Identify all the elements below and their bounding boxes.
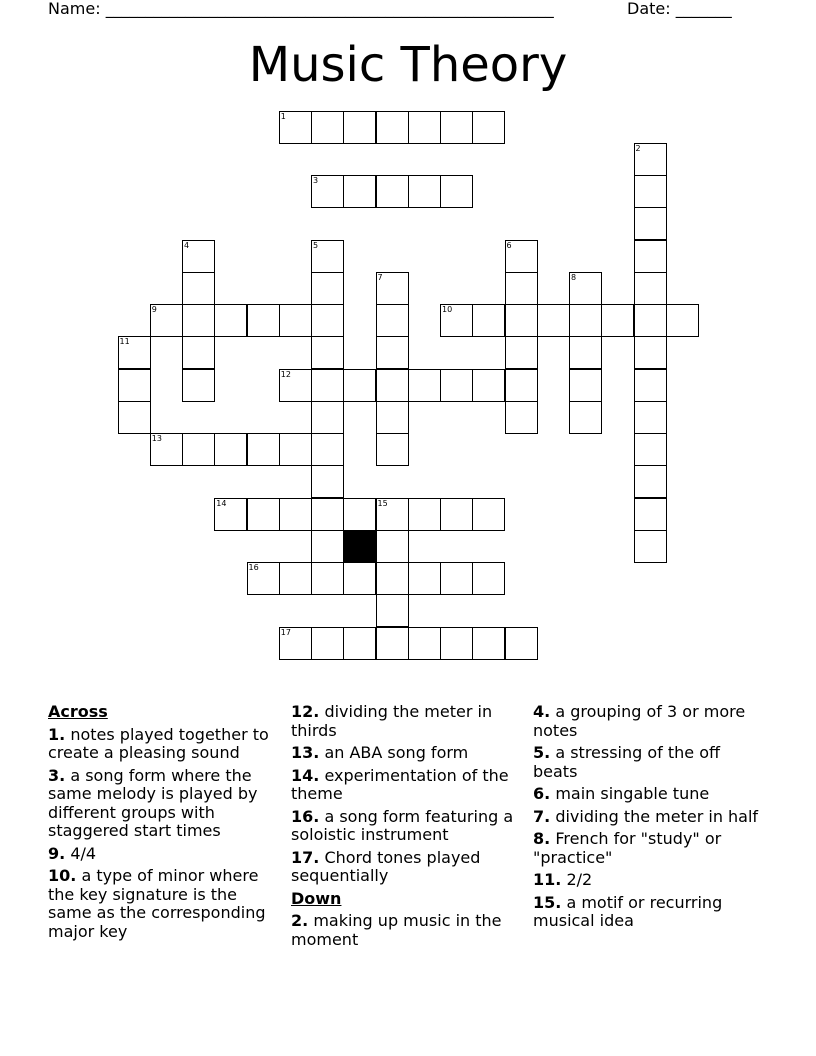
grid-cell[interactable] xyxy=(376,433,409,466)
grid-cell[interactable] xyxy=(472,627,505,660)
grid-cell[interactable] xyxy=(440,369,473,402)
grid-cell[interactable] xyxy=(279,562,312,595)
grid-cell[interactable] xyxy=(440,498,473,531)
grid-cell[interactable] xyxy=(472,304,505,337)
grid-cell[interactable] xyxy=(505,369,538,402)
clue-across-14: 14. experimentation of the theme xyxy=(291,765,509,803)
grid-cell[interactable] xyxy=(343,498,376,531)
grid-cell[interactable] xyxy=(279,304,312,337)
grid-cell[interactable] xyxy=(569,336,602,369)
grid-cell[interactable] xyxy=(376,272,409,305)
grid-cell[interactable] xyxy=(472,369,505,402)
clue-down-8: 8. French for "study" or "practice" xyxy=(533,829,722,867)
clue-down-5: 5. a stressing of the off beats xyxy=(533,743,721,781)
grid-cell[interactable] xyxy=(505,240,538,273)
grid-cell[interactable] xyxy=(150,433,183,466)
clue-across-10: 10. a type of minor where the key signature is the same as the corresponding major key xyxy=(48,866,266,941)
clue-number: 17 xyxy=(280,627,291,637)
grid-cell[interactable] xyxy=(214,498,247,531)
grid-cell[interactable] xyxy=(279,627,312,660)
grid-cell[interactable] xyxy=(634,336,667,369)
grid-cell[interactable] xyxy=(505,627,538,660)
grid-cell[interactable] xyxy=(408,627,441,660)
clue-down-6: 6. main singable tune xyxy=(533,784,710,803)
date-label: Date: xyxy=(627,0,671,18)
grid-cell[interactable] xyxy=(505,336,538,369)
grid-cell[interactable] xyxy=(311,111,344,144)
clue-number: 9 xyxy=(151,305,157,314)
grid-cell[interactable] xyxy=(376,401,409,434)
page-title: Music Theory xyxy=(248,37,568,93)
grid-cell[interactable] xyxy=(505,401,538,434)
clue-number: 14 xyxy=(216,498,227,508)
grid-cell[interactable] xyxy=(343,562,376,595)
grid-cell[interactable] xyxy=(311,627,344,660)
clue-number: 3 xyxy=(313,176,319,185)
grid-cell[interactable] xyxy=(376,111,409,144)
grid-cell[interactable] xyxy=(118,336,151,369)
name-line: ________________________________________________________ xyxy=(105,0,554,18)
grid-cell[interactable] xyxy=(376,369,409,402)
grid-cell[interactable] xyxy=(634,175,667,208)
grid-cell[interactable] xyxy=(472,111,505,144)
grid-cell[interactable] xyxy=(376,594,409,627)
grid-cell[interactable] xyxy=(311,336,344,369)
grid-cell[interactable] xyxy=(634,207,667,240)
clue-down-2: 2. making up music in the moment xyxy=(291,911,502,949)
grid-cell[interactable] xyxy=(408,369,441,402)
grid-cell[interactable] xyxy=(569,304,602,337)
grid-cell[interactable] xyxy=(376,304,409,337)
clue-number: 13 xyxy=(151,434,162,443)
grid-cell[interactable] xyxy=(376,562,409,595)
clue-number: 15 xyxy=(377,498,388,508)
grid-cell[interactable] xyxy=(569,272,602,305)
grid-cell[interactable] xyxy=(634,465,667,498)
clue-across-9: 9. 4/4 xyxy=(48,843,97,863)
grid-cell[interactable] xyxy=(634,530,667,563)
grid-cell[interactable] xyxy=(537,304,570,337)
clue-number: 7 xyxy=(377,272,383,282)
grid-cell[interactable] xyxy=(601,304,634,337)
grid-cell[interactable] xyxy=(505,304,538,337)
grid-cell[interactable] xyxy=(634,433,667,466)
grid-cell[interactable] xyxy=(440,562,473,595)
clue-number: 1 xyxy=(280,111,286,121)
grid-cell[interactable] xyxy=(311,562,344,595)
grid-cell[interactable] xyxy=(118,369,151,402)
clues-column-1 xyxy=(48,703,283,945)
name-label: Name: xyxy=(48,0,101,18)
grid-cell[interactable] xyxy=(440,304,473,337)
clue-down-7: 7. dividing the meter in half xyxy=(533,806,759,826)
grid-cell[interactable] xyxy=(279,111,312,144)
clue-across-1: 1. notes played together to create a pleasing sound xyxy=(48,724,269,762)
grid-cell[interactable] xyxy=(634,498,667,531)
clue-down-4: 4. a grouping of 3 or more notes xyxy=(533,702,746,740)
grid-cell[interactable] xyxy=(182,369,215,402)
grid-cell[interactable] xyxy=(311,304,344,337)
grid-cell[interactable] xyxy=(343,111,376,144)
grid-cell[interactable] xyxy=(311,530,344,563)
grid-cell[interactable] xyxy=(343,627,376,660)
grid-cell[interactable] xyxy=(311,465,344,498)
grid-cell[interactable] xyxy=(279,498,312,531)
clue-down-15: 15. a motif or recurring musical idea xyxy=(533,892,723,930)
clue-across-16: 16. a song form featuring a soloistic instrument xyxy=(291,806,514,844)
grid-cell[interactable] xyxy=(182,272,215,305)
grid-cell[interactable] xyxy=(634,369,667,402)
grid-cell[interactable] xyxy=(376,627,409,660)
grid-cell[interactable] xyxy=(569,369,602,402)
clue-across-13: 13. an ABA song form xyxy=(291,743,469,762)
grid-cell[interactable] xyxy=(118,401,151,434)
grid-cell[interactable] xyxy=(279,369,312,402)
grid-cell[interactable] xyxy=(311,175,344,208)
grid-cell[interactable] xyxy=(279,433,312,466)
grid-cell[interactable] xyxy=(311,401,344,434)
clue-across-3: 3. a song form where the same melody is played by different groups with staggered start times xyxy=(48,765,258,840)
grid-cell[interactable] xyxy=(634,143,667,176)
grid-cell[interactable] xyxy=(408,498,441,531)
clue-number: 12 xyxy=(280,369,291,379)
grid-cell[interactable] xyxy=(247,498,280,531)
grid-cell[interactable] xyxy=(440,627,473,660)
grid-cell[interactable] xyxy=(376,498,409,531)
clue-down-11: 11. 2/2 xyxy=(533,870,593,889)
clue-across-12: 12. dividing the meter in thirds xyxy=(291,702,493,740)
clue-number: 11 xyxy=(119,337,130,347)
grid-cell[interactable] xyxy=(472,498,505,531)
grid-cell[interactable] xyxy=(311,240,344,273)
grid-cell[interactable] xyxy=(440,175,473,208)
grid-cell[interactable] xyxy=(408,111,441,144)
grid-cell[interactable] xyxy=(666,304,699,337)
clue-number: 10 xyxy=(442,305,453,314)
clue-number: 5 xyxy=(313,240,319,250)
grid-cell[interactable] xyxy=(408,562,441,595)
grid-cell[interactable] xyxy=(182,304,215,337)
date-line: _______ xyxy=(675,0,732,18)
grid-cell[interactable] xyxy=(376,530,409,563)
grid-cell[interactable] xyxy=(408,175,441,208)
grid-cell[interactable] xyxy=(182,336,215,369)
clue-number: 8 xyxy=(571,272,577,282)
grid-cell[interactable] xyxy=(214,433,247,466)
grid-cell[interactable] xyxy=(311,272,344,305)
grid-cell[interactable] xyxy=(634,272,667,305)
clue-number: 6 xyxy=(506,240,512,250)
grid-cell[interactable] xyxy=(376,336,409,369)
grid-cell[interactable] xyxy=(214,304,247,337)
grid-cell[interactable] xyxy=(440,111,473,144)
grid-cell[interactable] xyxy=(343,369,376,402)
grid-cell[interactable] xyxy=(343,175,376,208)
grid-cell[interactable] xyxy=(634,240,667,273)
clue-number: 2 xyxy=(635,143,641,153)
across-heading: Across xyxy=(48,702,108,721)
grid-cell[interactable] xyxy=(247,433,280,466)
grid-cell[interactable] xyxy=(376,175,409,208)
grid-cell[interactable] xyxy=(247,304,280,337)
clue-number: 16 xyxy=(248,563,259,572)
grid-cell[interactable] xyxy=(311,369,344,402)
grid-cell[interactable] xyxy=(634,401,667,434)
clue-number: 4 xyxy=(184,240,190,250)
clues-column-2 xyxy=(291,703,526,953)
grid-cell[interactable] xyxy=(150,304,183,337)
black-square xyxy=(343,530,376,563)
grid-cell[interactable] xyxy=(182,240,215,273)
clue-across-17: 17. Chord tones played sequentially xyxy=(291,847,481,885)
grid-cell[interactable] xyxy=(311,498,344,531)
grid-cell[interactable] xyxy=(569,401,602,434)
grid-cell[interactable] xyxy=(472,562,505,595)
clues-column-3 xyxy=(533,703,768,935)
grid-cell[interactable] xyxy=(311,433,344,466)
grid-cell[interactable] xyxy=(247,562,280,595)
grid-cell[interactable] xyxy=(182,433,215,466)
grid-cell[interactable] xyxy=(505,272,538,305)
grid-cell[interactable] xyxy=(634,304,667,337)
down-heading: Down xyxy=(291,888,342,908)
